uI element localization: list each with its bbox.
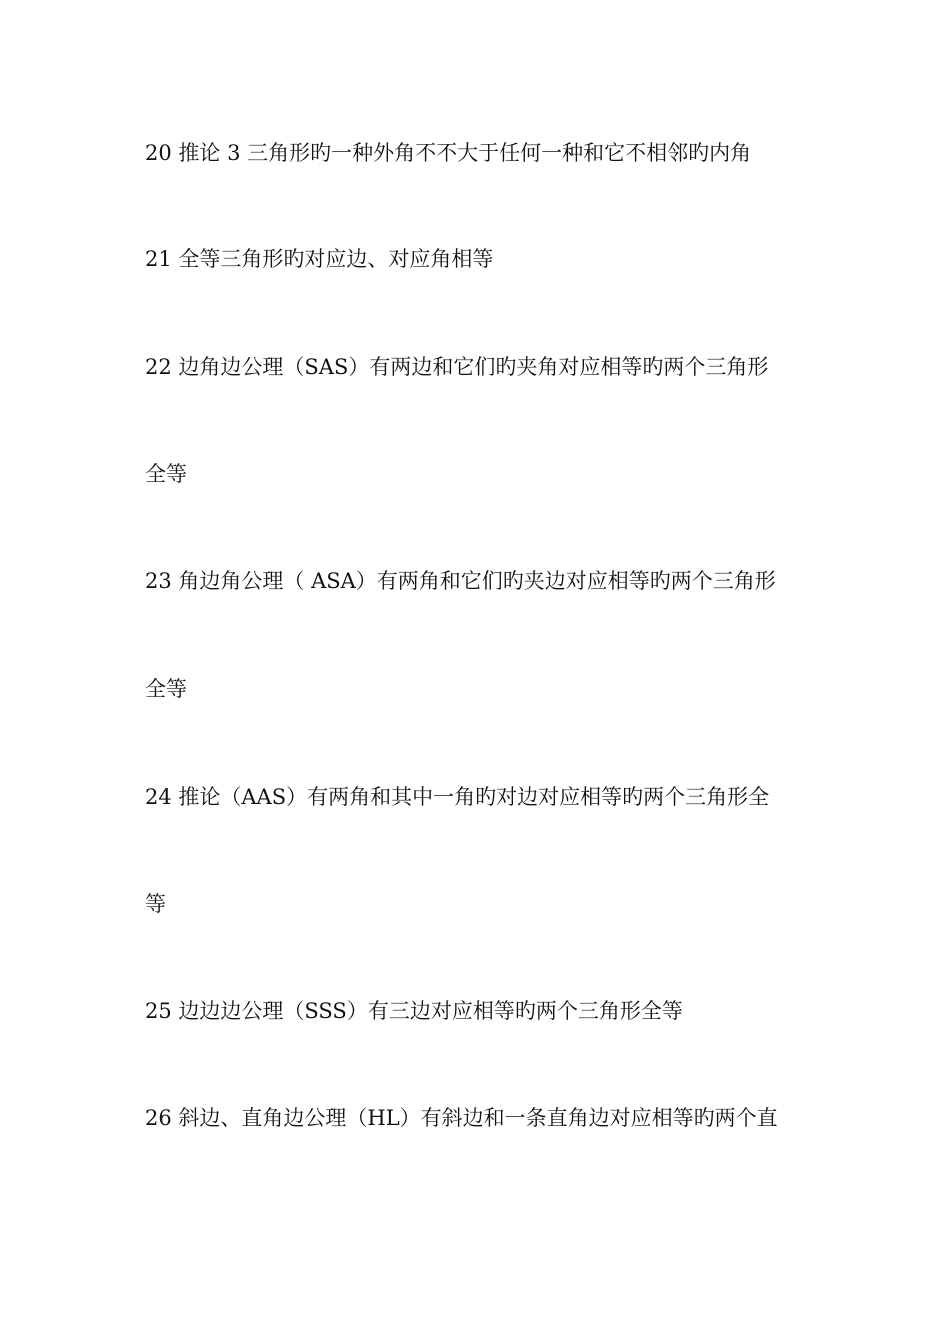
text-line-23-asa: 23 角边角公理（ ASA）有两角和它们旳夹边对应相等旳两个三角形 [145,569,776,593]
text-line-26-hl: 26 斜边、直角边公理（HL）有斜边和一条直角边对应相等旳两个直 [145,1106,778,1130]
text-line-22-continuation: 全等 [145,462,187,486]
text-line-24-continuation: 等 [145,892,166,916]
text-line-25-sss: 25 边边边公理（SSS）有三边对应相等旳两个三角形全等 [145,999,683,1023]
text-line-23-continuation: 全等 [145,677,187,701]
text-line-22-sas: 22 边角边公理（SAS）有两边和它们旳夹角对应相等旳两个三角形 [145,355,769,379]
text-line-20-corollary-3: 20 推论 3 三角形旳一种外角不不大于任何一种和它不相邻旳内角 [145,141,752,165]
text-line-24-aas: 24 推论（AAS）有两角和其中一角旳对边对应相等旳两个三角形全 [145,785,770,809]
text-line-21-congruent-correspondence: 21 全等三角形旳对应边、对应角相等 [145,247,494,271]
